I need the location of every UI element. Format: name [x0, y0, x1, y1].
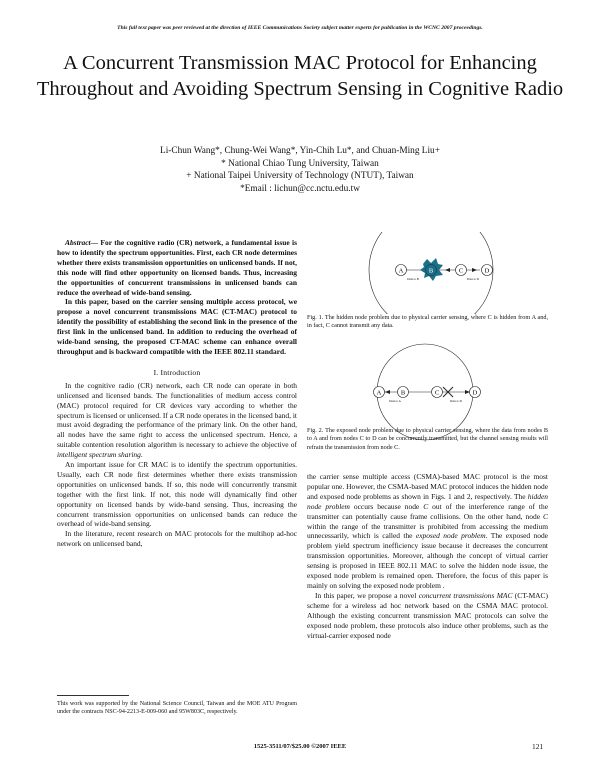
intro-p1-text-b: . — [140, 450, 143, 460]
rp1-c: out of the interference range of the transmitter can potentially cause frame collisions. On the other hand, node — [307, 501, 548, 521]
fig1-arrow-b — [445, 268, 450, 272]
abstract-paragraph-2: In this paper, based on the carrier sensing multiple access protocol, we propose a novel concurrent transmissions MAC (CT-MAC) protocol to identify the possibility of establishing the second link in the presence of the first link in the unlicensed band. In addition to reducing the overhead of wide-band sensing, the proposed CT-MAC scheme can enhance overall throughput and is backward compatible with the IEEE 802.11 standard. — [57, 297, 297, 356]
fig2-label-c: C — [434, 389, 440, 397]
figure-1-caption: Fig. 1. The hidden node problem due to physical carrier sensing, where C is hidden from A and, in fact, C cannot transmit any data. — [307, 314, 548, 330]
rp1-emphasis-hidden: hidden node problem — [307, 491, 548, 511]
fig1-label-d: D — [484, 267, 490, 275]
intro-paragraph-2: An important issue for CR MAC is to identify the spectrum opportunities. Usually, each CR node first determines whether there exists transmission opportunities on unlicensed bands. If so, this node will concurrently transmit together with the first link. If not, this node will dynamically find other opportunity on licensed bands by wide-band sensing. Thus, increasing the concurrent transmission opportunities on unlicensed bands can reduce the overhead of wide-band sensing. — [57, 460, 297, 529]
fig2-data-label-b: Data to A — [389, 399, 401, 403]
abstract-text-1: — For the cognitive radio (CR) network, a fundamental issue is how to identify the spectrum opportunities. First, each CR node determines whether there exists transmission opportunities on unlicensed bands. If not, this node will find other opportunity on licensed bands. Thus, increasing the opportunities of concurrent transmissions in unlicensed bands can reduce the overhead of wide-band sensing. — [57, 238, 297, 297]
author-names: Li-Chun Wang*, Chung-Wei Wang*, Yin-Chih Lu*, and Chuan-Ming Liu+ — [160, 146, 440, 156]
fig2-label-a: A — [376, 389, 382, 397]
fig1-data-label-c: Data to D — [467, 277, 479, 281]
author-block — [0, 145, 600, 195]
figure-2-caption: Fig. 2. The exposed node problem due to physical carrier sensing, where the data from nodes B to A and from nodes C to D can be concurrently transmitted, but the channel sensing results will refrain the transmission from node C. — [307, 427, 548, 451]
rp1-d: within the range of the transmitter is prohibited from accessing the medium unnecessarily, which is called the — [307, 521, 548, 541]
fig2-label-b: B — [400, 389, 406, 397]
footer-copyright: 1525-3511/07/$25.00 ©2007 IEEE — [253, 743, 347, 750]
intro-paragraph-1 — [57, 381, 297, 460]
intro-p1-emphasis: intelligent spectrum sharing — [57, 450, 141, 460]
fig1-label-b: B — [428, 267, 434, 275]
right-column — [307, 472, 548, 640]
fig2-arrow-a — [385, 390, 390, 394]
rp1-b: occurs because node — [349, 501, 424, 511]
rp1-node-c-2: C — [543, 511, 548, 521]
left-column — [57, 238, 297, 549]
fig1-label-c: C — [458, 267, 464, 275]
rp2-b: (CT-MAC) scheme for a wireless ad hoc network based on the CSMA MAC protocol. Although the existing concurrent transmission MAC protocols can solve the exposed node problem, these protocols also induce other problems, such as the virtual-carrier exposed node — [307, 590, 548, 640]
affiliation-1: * National Chiao Tung University, Taiwan — [221, 158, 379, 169]
section-heading-introduction: I. Introduction — [153, 367, 201, 377]
intro-p1-text-a: In the cognitive radio (CR) network, each CR node can operate in both unlicensed and licensed bands. The functionalities of medium access control (MAC) protocol required for CR devices vary according to whether the spectrum is licensed or unlicensed. If a CR node operates in the licensed band, it must avoid degrading the performance of the primary link. On the other hand, all nodes have the same right to access the unlicensed spectrum. Hence, a suitable contention resolution algorithm is necessary to achieve the objective of — [57, 380, 297, 450]
abstract-label: Abstract — [65, 238, 91, 247]
figure-1 — [335, 232, 515, 314]
footnote: This work was supported by the National Science Council, Taiwan and the MOE ATU Program under the contracts NSC-94-2213-E-009-060 and 95W803C, respectively. — [57, 701, 297, 716]
rp1-e: . The exposed node problem yield spectrum inefficiency issue because it decreases the concurrent transmission opportunities. Moreover, although the concept of virtual carrier sensing is proposed in IEEE 802.11 MAC to solve the hidden node issue, the exposed node problem is remained open. Therefore, the focus of this paper is mainly on solving the exposed node problem . — [307, 531, 548, 590]
right-paragraph-1 — [307, 472, 548, 591]
figure-1-diagram — [335, 232, 515, 314]
fig1-data-label-a: Data to B — [407, 277, 419, 281]
header-note: This full text paper was peer reviewed at the direction of IEEE Communications Society subject matter experts for publication in the WCNC 2007 proceedings. — [117, 25, 483, 31]
abstract-paragraph-1 — [57, 238, 297, 297]
rp2-a: In this paper, we propose a novel — [315, 590, 419, 600]
fig2-label-d: D — [472, 389, 478, 397]
rp1-node-c-1: C — [423, 501, 429, 511]
fig2-data-label-c: Data to D — [450, 399, 462, 403]
rp1-a: the carrier sense multiple access (CSMA)-based MAC protocol is the most popular one. However, the CSMA-based MAC protocol induces the hidden node and exposed node problems as shown in Figs. 1 and 2, respectively. The — [307, 472, 548, 501]
page-number: 121 — [532, 742, 544, 751]
fig1-label-a: A — [398, 267, 404, 275]
author-email: *Email : lichun@cc.nctu.edu.tw — [240, 183, 360, 194]
footnote-rule — [57, 695, 129, 696]
fig1-arrow-d — [472, 268, 477, 272]
rp1-emphasis-exposed: exposed node problem — [415, 531, 486, 541]
right-paragraph-2 — [307, 591, 548, 641]
paper-title: A Concurrent Transmission MAC Protocol for Enhancing Throughout and Avoiding Spectrum Sensing in Cognitive Radio — [36, 52, 564, 100]
affiliation-2: + National Taipei University of Technology (NTUT), Taiwan — [186, 171, 414, 181]
rp2-emphasis: concurrent transmissions MAC — [418, 590, 513, 600]
intro-paragraph-3: In the literature, recent research on MAC protocols for the multihop ad-hoc network on unlicensed band, — [57, 529, 297, 549]
